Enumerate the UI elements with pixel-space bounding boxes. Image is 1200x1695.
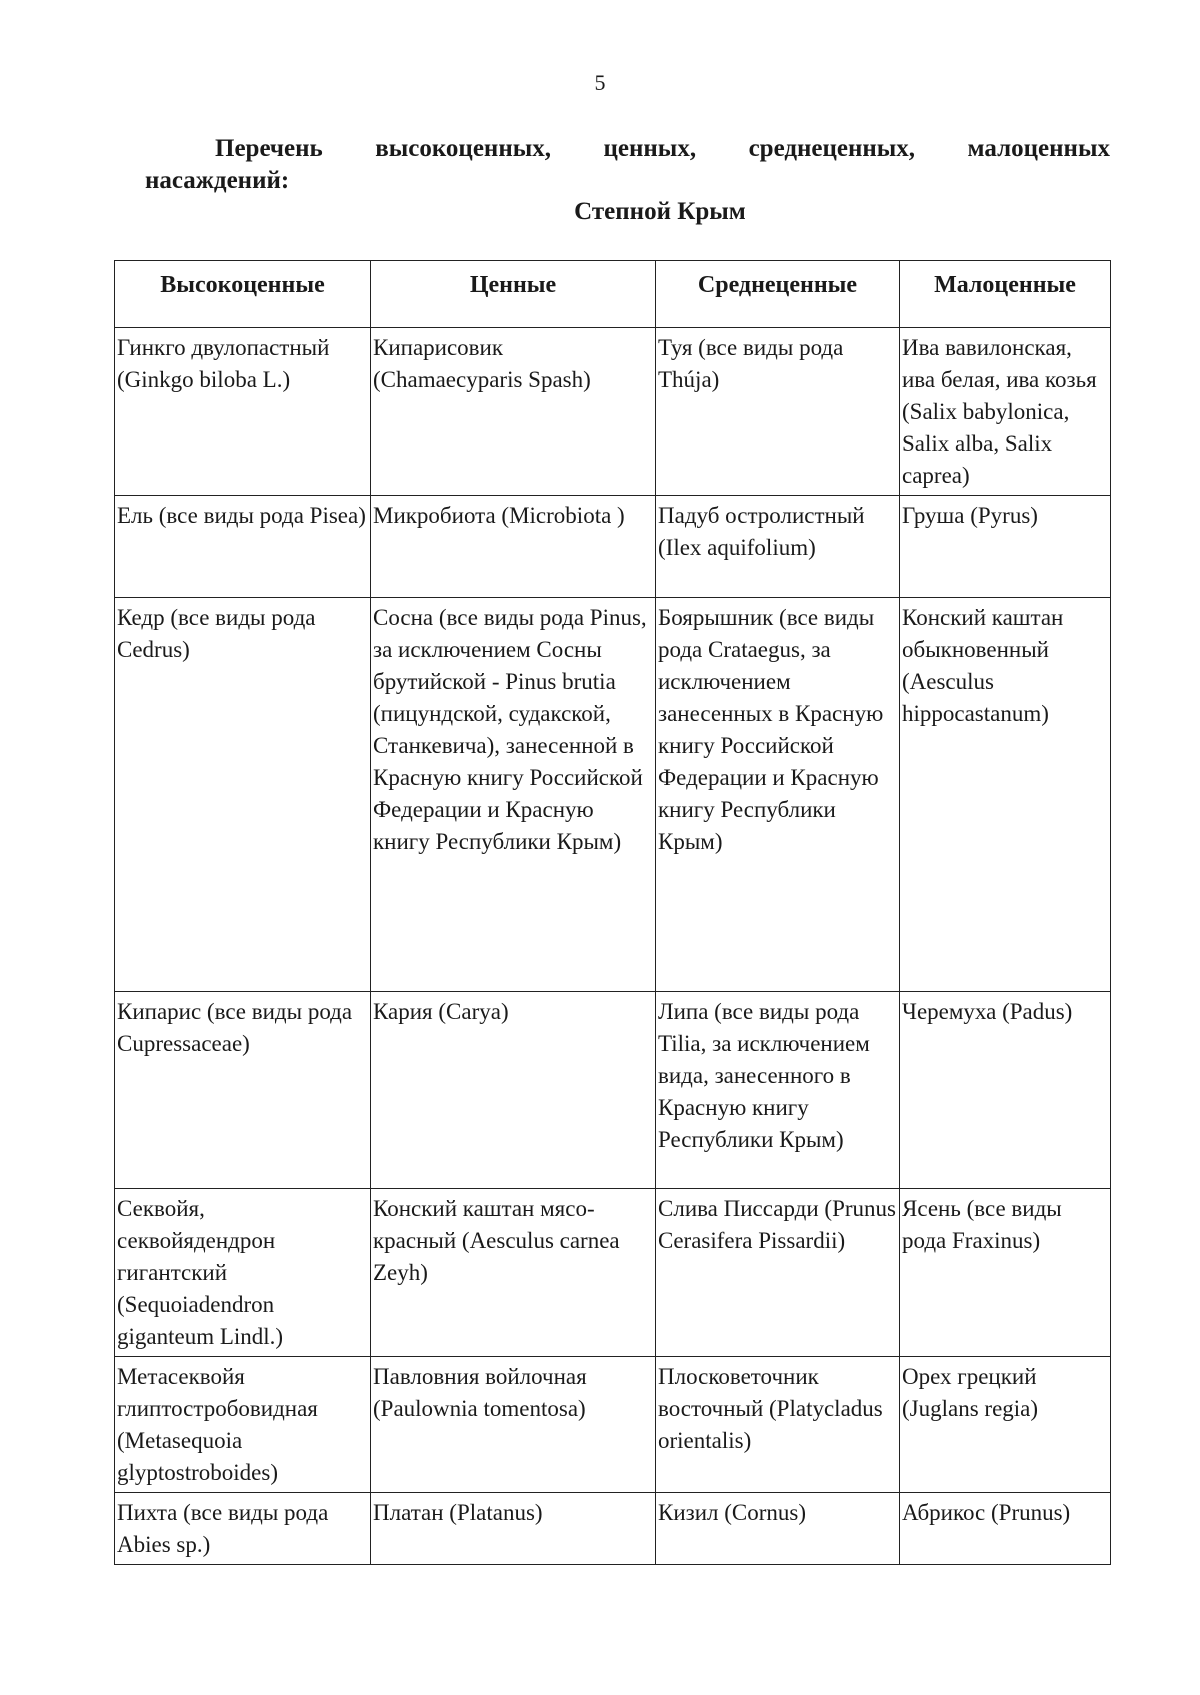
heading-word: ценных, — [603, 135, 697, 162]
table-cell: Груша (Pyrus) — [900, 496, 1111, 598]
heading-line-2: насаждений: — [145, 167, 290, 194]
page-number: 5 — [594, 70, 606, 95]
table-cell: Кизил (Cornus) — [656, 1493, 900, 1565]
region-subheading: Степной Крым — [574, 198, 746, 225]
table-cell: Секвойя, секвойядендрон гигантский (Sequoiadendron giganteum Lindl.) — [115, 1189, 371, 1357]
table-cell: Гинкго двулопастный (Ginkgo biloba L.) — [115, 328, 371, 496]
list-heading — [145, 133, 1110, 197]
table-cell: Пихта (все виды рода Abies sp.) — [115, 1493, 371, 1565]
header-valuable: Ценные — [371, 261, 656, 328]
table-cell: Микробиота (Microbiota ) — [371, 496, 656, 598]
heading-line-1 — [145, 133, 1110, 165]
species-table — [114, 260, 1111, 1565]
table-cell: Метасеквойя глиптостробовидная (Metasequoia glyptostroboides) — [115, 1357, 371, 1493]
table-cell: Падуб остролистный (Ilex aquifolium) — [656, 496, 900, 598]
table-cell: Ясень (все виды рода Fraxinus) — [900, 1189, 1111, 1357]
table-cell: Черемуха (Padus) — [900, 992, 1111, 1189]
table-cell: Кария (Carya) — [371, 992, 656, 1189]
heading-word: высокоценных, — [375, 135, 552, 162]
table-cell: Конский каштан мясо-красный (Aesculus carnea Zeyh) — [371, 1189, 656, 1357]
table-cell: Слива Писсарди (Prunus Cerasifera Pissardii) — [656, 1189, 900, 1357]
header-medium-value: Среднеценные — [656, 261, 900, 328]
table-cell: Кедр (все виды рода Cedrus) — [115, 598, 371, 992]
table-cell: Ива вавилонская, ива белая, ива козья (Salix babylonica, Salix alba, Salix caprea) — [900, 328, 1111, 496]
table-cell: Кипарис (все виды рода Cupressaceae) — [115, 992, 371, 1189]
table-cell: Кипарисовик (Chamaecyparis Spash) — [371, 328, 656, 496]
table-cell: Туя (все виды рода Thúja) — [656, 328, 900, 496]
table-row — [115, 992, 1111, 1189]
table-cell: Павловния войлочная (Paulownia tomentosa) — [371, 1357, 656, 1493]
table-row — [115, 496, 1111, 598]
table-cell: Платан (Platanus) — [371, 1493, 656, 1565]
table-row — [115, 328, 1111, 496]
table-row — [115, 1357, 1111, 1493]
table-cell: Сосна (все виды рода Pinus, за исключением Сосны брутийской - Pinus brutia (пицундской, судакской, Станкевича), занесенной в Красную книгу Российской Федерации и Красную книгу Республики Крым) — [371, 598, 656, 992]
table-row — [115, 1493, 1111, 1565]
table-row — [115, 598, 1111, 992]
table-row — [115, 1189, 1111, 1357]
header-high-value: Высокоценные — [115, 261, 371, 328]
table-cell: Липа (все виды рода Tilia, за исключением вида, занесенного в Красную книгу Республики Крым) — [656, 992, 900, 1189]
heading-word: Перечень — [215, 135, 323, 162]
table-cell: Абрикос (Prunus) — [900, 1493, 1111, 1565]
table-cell: Конский каштан обыкновенный (Aesculus hippocastanum) — [900, 598, 1111, 992]
table-header-row — [115, 261, 1111, 328]
table-cell: Ель (все виды рода Pisea) — [115, 496, 371, 598]
header-low-value: Малоценные — [900, 261, 1111, 328]
table-cell: Боярышник (все виды рода Crataegus, за исключением занесенных в Красную книгу Российской Федерации и Красную книгу Республики Крым) — [656, 598, 900, 992]
heading-word: среднеценных, — [748, 135, 916, 162]
table-cell: Орех грецкий (Juglans regia) — [900, 1357, 1111, 1493]
heading-word: малоценных — [967, 135, 1110, 162]
table-cell: Плосковеточник восточный (Platycladus orientalis) — [656, 1357, 900, 1493]
